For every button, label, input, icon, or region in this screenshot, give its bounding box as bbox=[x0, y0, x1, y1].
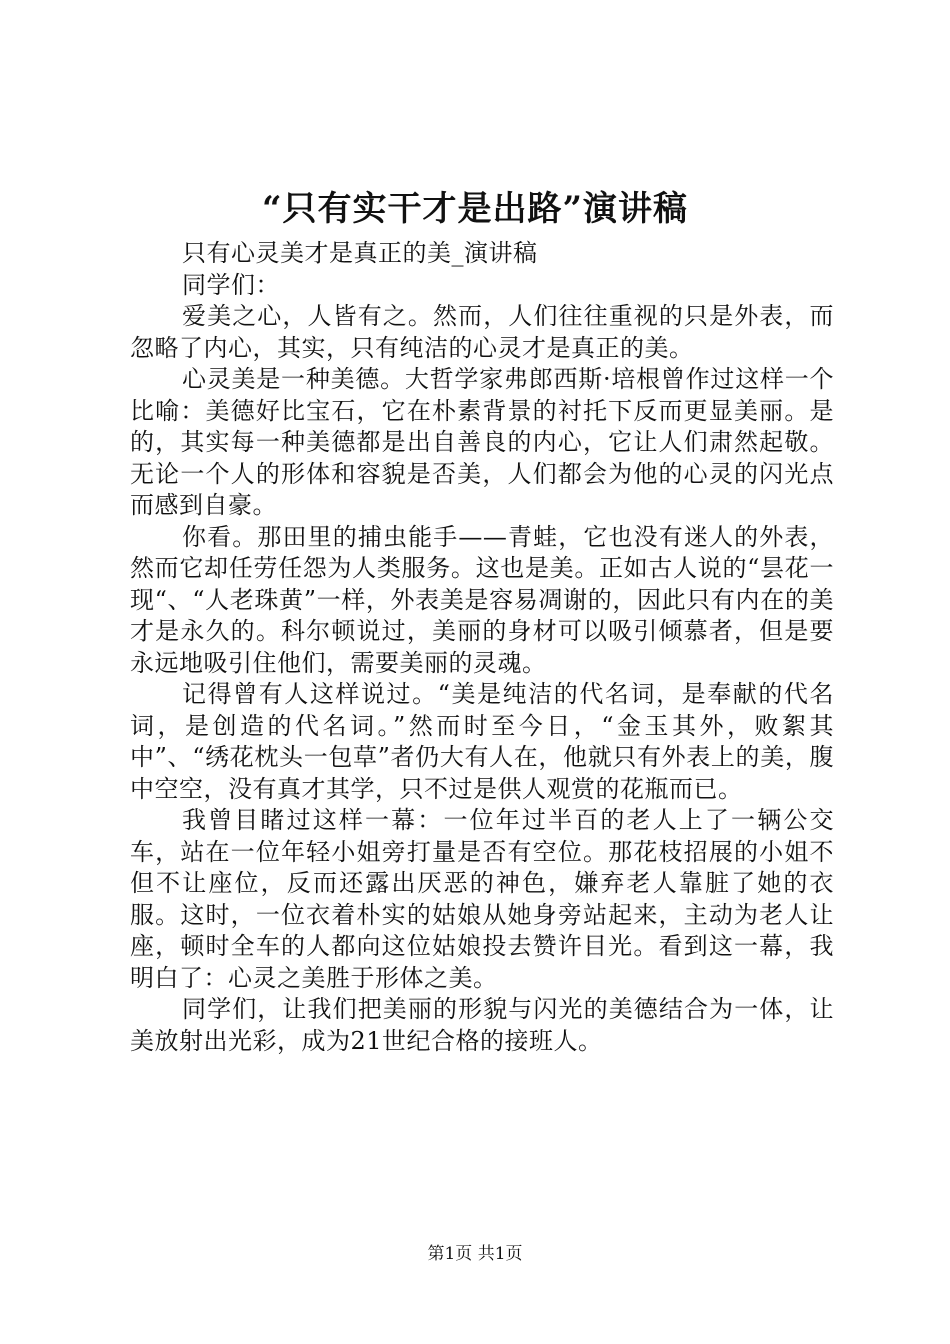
body-paragraph: 心灵美是一种美德。大哲学家弗郎西斯·培根曾作过这样一个比喻：美德好比宝石，它在朴素背景的衬托下反而更显美丽。是的，其实每一种美德都是出自善良的内心，它让人们肃然起敬。无论一个人的形体和容貌是否美，人们都会为他的心灵的闪光点而感到自豪。 bbox=[130, 365, 834, 519]
body-paragraph: 爱美之心，人皆有之。然而，人们往往重视的只是外表，而忽略了内心，其实，只有纯洁的心灵才是真正的美。 bbox=[130, 302, 834, 362]
page-footer: 第1页 共1页 bbox=[427, 1244, 523, 1264]
body-paragraph: 记得曾有人这样说过。“美是纯洁的代名词，是奉献的代名词，是创造的代名词。”然而时至今日，“金玉其外，败絮其中”、“绣花枕头一包草”者仍大有人在，他就只有外表上的美，腹中空空，没有真才其学，只不过是供人观赏的花瓶而已。 bbox=[130, 680, 834, 803]
body-paragraph: 我曾目睹过这样一幕：一位年过半百的老人上了一辆公交车，站在一位年轻小姐旁打量是否有空位。那花枝招展的小姐不但不让座位，反而还露出厌恶的神色，嫌弃老人靠脏了她的衣服。这时，一位衣着朴实的姑娘从她身旁站起来，主动为老人让座，顿时全车的人都向这位姑娘投去赞许目光。看到这一幕，我明白了：心灵之美胜于形体之美。 bbox=[130, 806, 834, 992]
document-body bbox=[130, 238, 834, 1057]
page-title: “只有实干才是出路”演讲稿 bbox=[261, 189, 689, 229]
subtitle-paragraph: 只有心灵美才是真正的美_演讲稿 bbox=[182, 239, 538, 267]
closing-paragraph: 同学们，让我们把美丽的形貌与闪光的美德结合为一体，让美放射出光彩，成为21世纪合格的接班人。 bbox=[130, 995, 834, 1055]
body-paragraph: 你看。那田里的捕虫能手——青蛙，它也没有迷人的外表，然而它却任劳任怨为人类服务。这也是美。正如古人说的“昙花一现“、“人老珠黄”一样，外表美是容易凋谢的，因此只有内在的美才是永久的。科尔顿说过，美丽的身材可以吸引倾慕者，但是要永远地吸引住他们，需要美丽的灵魂。 bbox=[130, 522, 834, 677]
salutation-paragraph: 同学们： bbox=[182, 270, 280, 299]
